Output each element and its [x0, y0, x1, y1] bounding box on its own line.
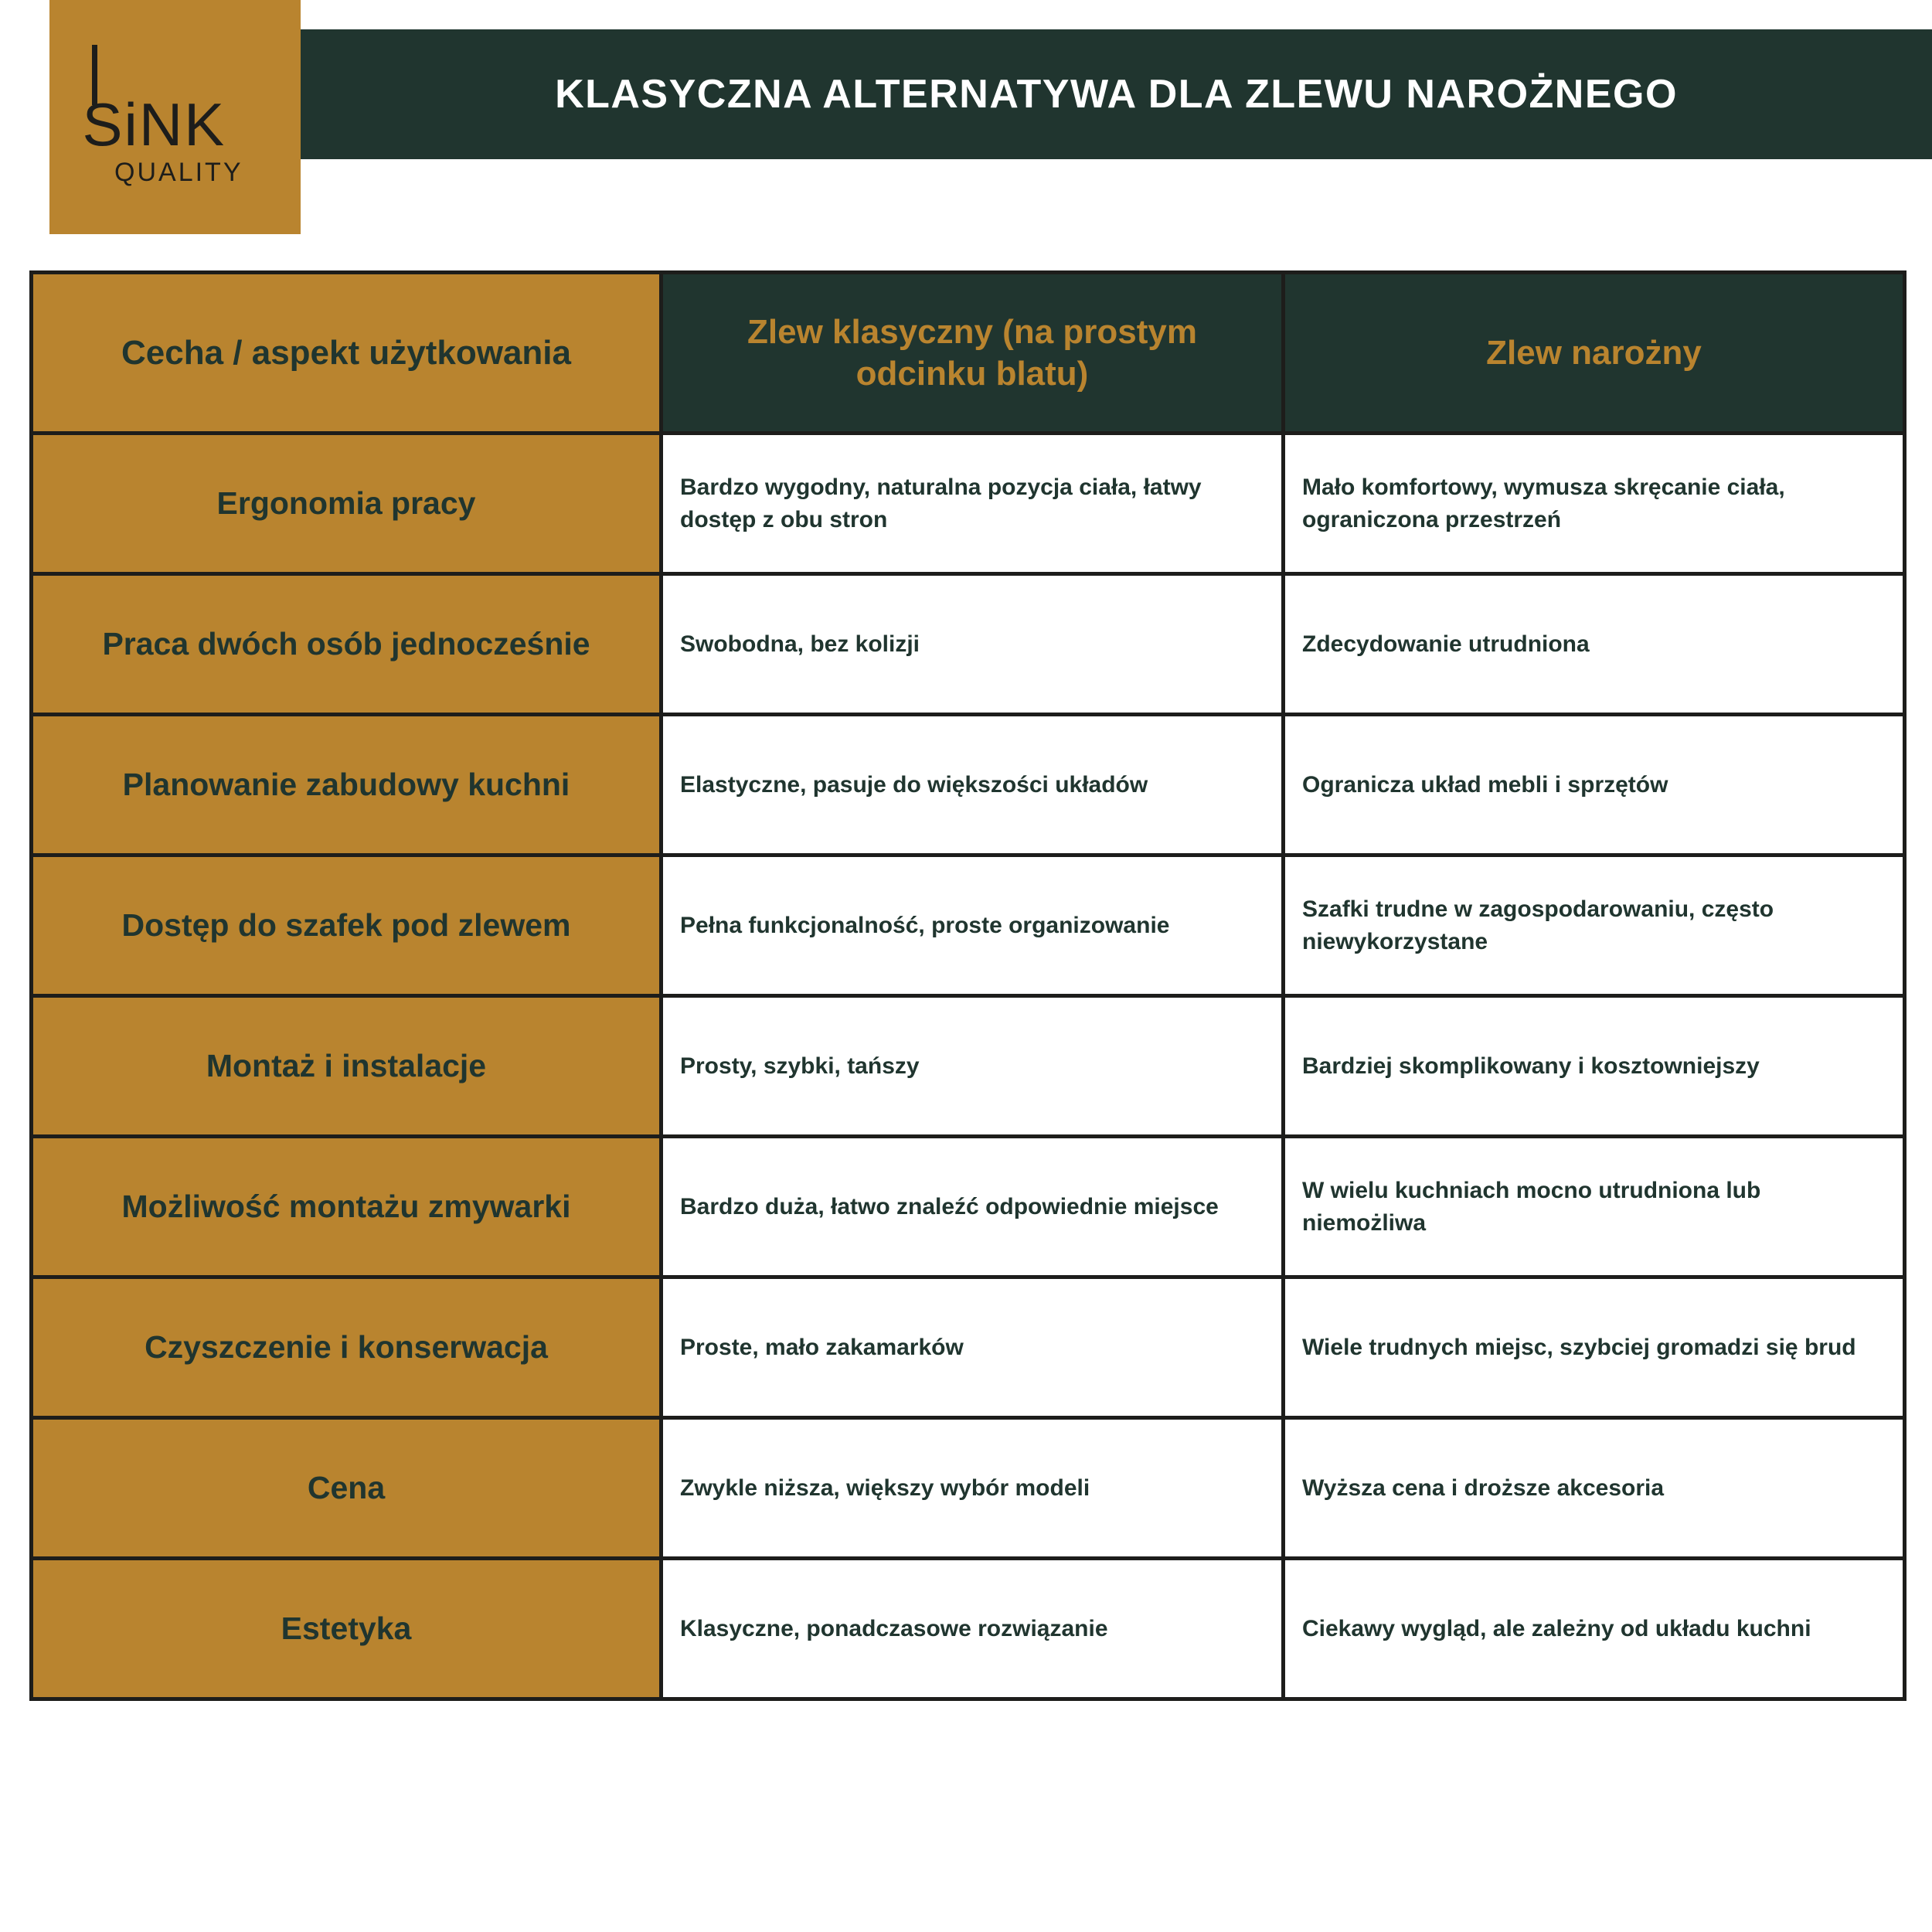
- table-row: [32, 715, 1905, 855]
- table-row: [32, 1137, 1905, 1277]
- table-row: [32, 855, 1905, 996]
- row-classic-value: Proste, mało zakamarków: [662, 1277, 1284, 1418]
- row-corner-value: Ciekawy wygląd, ale zależny od układu kuchni: [1284, 1559, 1905, 1699]
- row-feature-label: Estetyka: [32, 1559, 662, 1699]
- table-header: [32, 273, 1905, 434]
- row-classic-value: Bardzo duża, łatwo znaleźć odpowiednie miejsce: [662, 1137, 1284, 1277]
- row-classic-value: Zwykle niższa, większy wybór modeli: [662, 1418, 1284, 1559]
- row-feature-label: Planowanie zabudowy kuchni: [32, 715, 662, 855]
- column-header-feature: Cecha / aspekt użytkowania: [32, 273, 662, 434]
- table-row: [32, 1277, 1905, 1418]
- row-feature-label: Możliwość montażu zmywarki: [32, 1137, 662, 1277]
- table-row: [32, 1559, 1905, 1699]
- row-feature-label: Montaż i instalacje: [32, 996, 662, 1137]
- table-row: [32, 434, 1905, 574]
- title-bar: [301, 29, 1932, 159]
- comparison-table-wrapper: [29, 270, 1903, 1701]
- row-feature-label: Dostęp do szafek pod zlewem: [32, 855, 662, 996]
- logo-inner: [75, 40, 276, 195]
- row-corner-value: Ogranicza układ mebli i sprzętów: [1284, 715, 1905, 855]
- row-feature-label: Ergonomia pracy: [32, 434, 662, 574]
- row-classic-value: Prosty, szybki, tańszy: [662, 996, 1284, 1137]
- row-classic-value: Elastyczne, pasuje do większości układów: [662, 715, 1284, 855]
- table-header-row: [32, 273, 1905, 434]
- page-header: [0, 0, 1932, 240]
- row-classic-value: Swobodna, bez kolizji: [662, 574, 1284, 715]
- row-corner-value: Zdecydowanie utrudniona: [1284, 574, 1905, 715]
- row-corner-value: Wiele trudnych miejsc, szybciej gromadzi się brud: [1284, 1277, 1905, 1418]
- table-row: [32, 574, 1905, 715]
- row-corner-value: Mało komfortowy, wymusza skręcanie ciała, ograniczona przestrzeń: [1284, 434, 1905, 574]
- row-corner-value: Bardziej skomplikowany i kosztowniejszy: [1284, 996, 1905, 1137]
- row-classic-value: Klasyczne, ponadczasowe rozwiązanie: [662, 1559, 1284, 1699]
- logo-sub-text: QUALITY: [114, 157, 243, 187]
- table-row: [32, 1418, 1905, 1559]
- page-title: KLASYCZNA ALTERNATYWA DLA ZLEWU NAROŻNEGO: [555, 72, 1678, 117]
- row-feature-label: Cena: [32, 1418, 662, 1559]
- column-header-corner-sink: Zlew narożny: [1284, 273, 1905, 434]
- logo-main-text: SiNK: [82, 90, 226, 158]
- table-row: [32, 996, 1905, 1137]
- column-header-classic-sink: Zlew klasyczny (na prostym odcinku blatu): [662, 273, 1284, 434]
- row-feature-label: Czyszczenie i konserwacja: [32, 1277, 662, 1418]
- row-corner-value: Wyższa cena i droższe akcesoria: [1284, 1418, 1905, 1559]
- row-classic-value: Pełna funkcjonalność, proste organizowanie: [662, 855, 1284, 996]
- row-feature-label: Praca dwóch osób jednocześnie: [32, 574, 662, 715]
- table-body: [32, 434, 1905, 1699]
- comparison-table: [29, 270, 1906, 1701]
- brand-logo: [49, 0, 301, 234]
- row-corner-value: W wielu kuchniach mocno utrudniona lub niemożliwa: [1284, 1137, 1905, 1277]
- row-corner-value: Szafki trudne w zagospodarowaniu, często niewykorzystane: [1284, 855, 1905, 996]
- row-classic-value: Bardzo wygodny, naturalna pozycja ciała, łatwy dostęp z obu stron: [662, 434, 1284, 574]
